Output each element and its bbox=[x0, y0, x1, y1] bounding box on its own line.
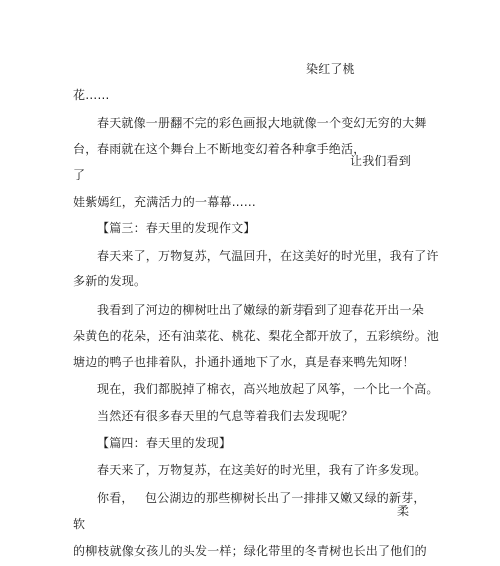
section-heading: 【篇三：春天里的发现作文】 bbox=[97, 221, 256, 235]
text-line: 柔 bbox=[397, 504, 410, 518]
text-line: 春天来了，万物复苏，气温回升，在这美好的时光里，我有了许 bbox=[97, 249, 439, 263]
section-heading: 【篇四：春天里的发现】 bbox=[97, 436, 232, 450]
text-line: 春雨就在这个舞台上不断地变幻着各种拿手绝活， bbox=[97, 142, 366, 156]
text-line: 现在，我们都脱掉了棉衣，高兴地放起了风筝，一个比一个高。 bbox=[97, 382, 439, 396]
text-line: 你看， bbox=[97, 491, 134, 505]
text-line: 大地就像一个变幻无穷的大舞 bbox=[268, 116, 427, 130]
text-line: 春天就像一册翻不完的彩色画报， bbox=[97, 116, 281, 130]
text-line: 我看到了河边的柳树吐出了嫩绿的新芽， bbox=[97, 303, 317, 317]
text-line: 台， bbox=[73, 142, 98, 156]
text-line: 染红了桃 bbox=[306, 62, 355, 76]
text-line: 春天来了，万物复苏，在这美好的时光里，我有了许多发现。 bbox=[97, 463, 427, 477]
text-line: 看到了迎春花开出一朵 bbox=[302, 303, 425, 317]
text-line: 多新的发现。 bbox=[73, 274, 147, 288]
text-line: 包公湖边的那些柳树长出了一排排又嫩又绿的新芽， bbox=[145, 491, 426, 505]
text-line: 娃紫嫣红，充满活力的一幕幕…… bbox=[73, 195, 257, 209]
text-line: 软 bbox=[73, 517, 86, 531]
text-line: 朵黄色的花朵，还有油菜花、桃花、梨花全都开放了，五彩缤纷。池 bbox=[73, 329, 440, 343]
text-line: 塘边的鸭子也排着队，扑通扑通地下了水，真是春来鸭先知呀！ bbox=[73, 355, 415, 369]
text-line: 了 bbox=[73, 168, 86, 182]
text-line: 花…… bbox=[73, 88, 110, 102]
text-line: 让我们看到 bbox=[350, 154, 412, 168]
text-line: 当然还有很多春天里的气息等着我们去发现呢？ bbox=[97, 409, 354, 423]
text-line: 的柳枝就像女孩儿的头发一样；绿化带里的冬青树也长出了他们的 bbox=[73, 544, 427, 558]
